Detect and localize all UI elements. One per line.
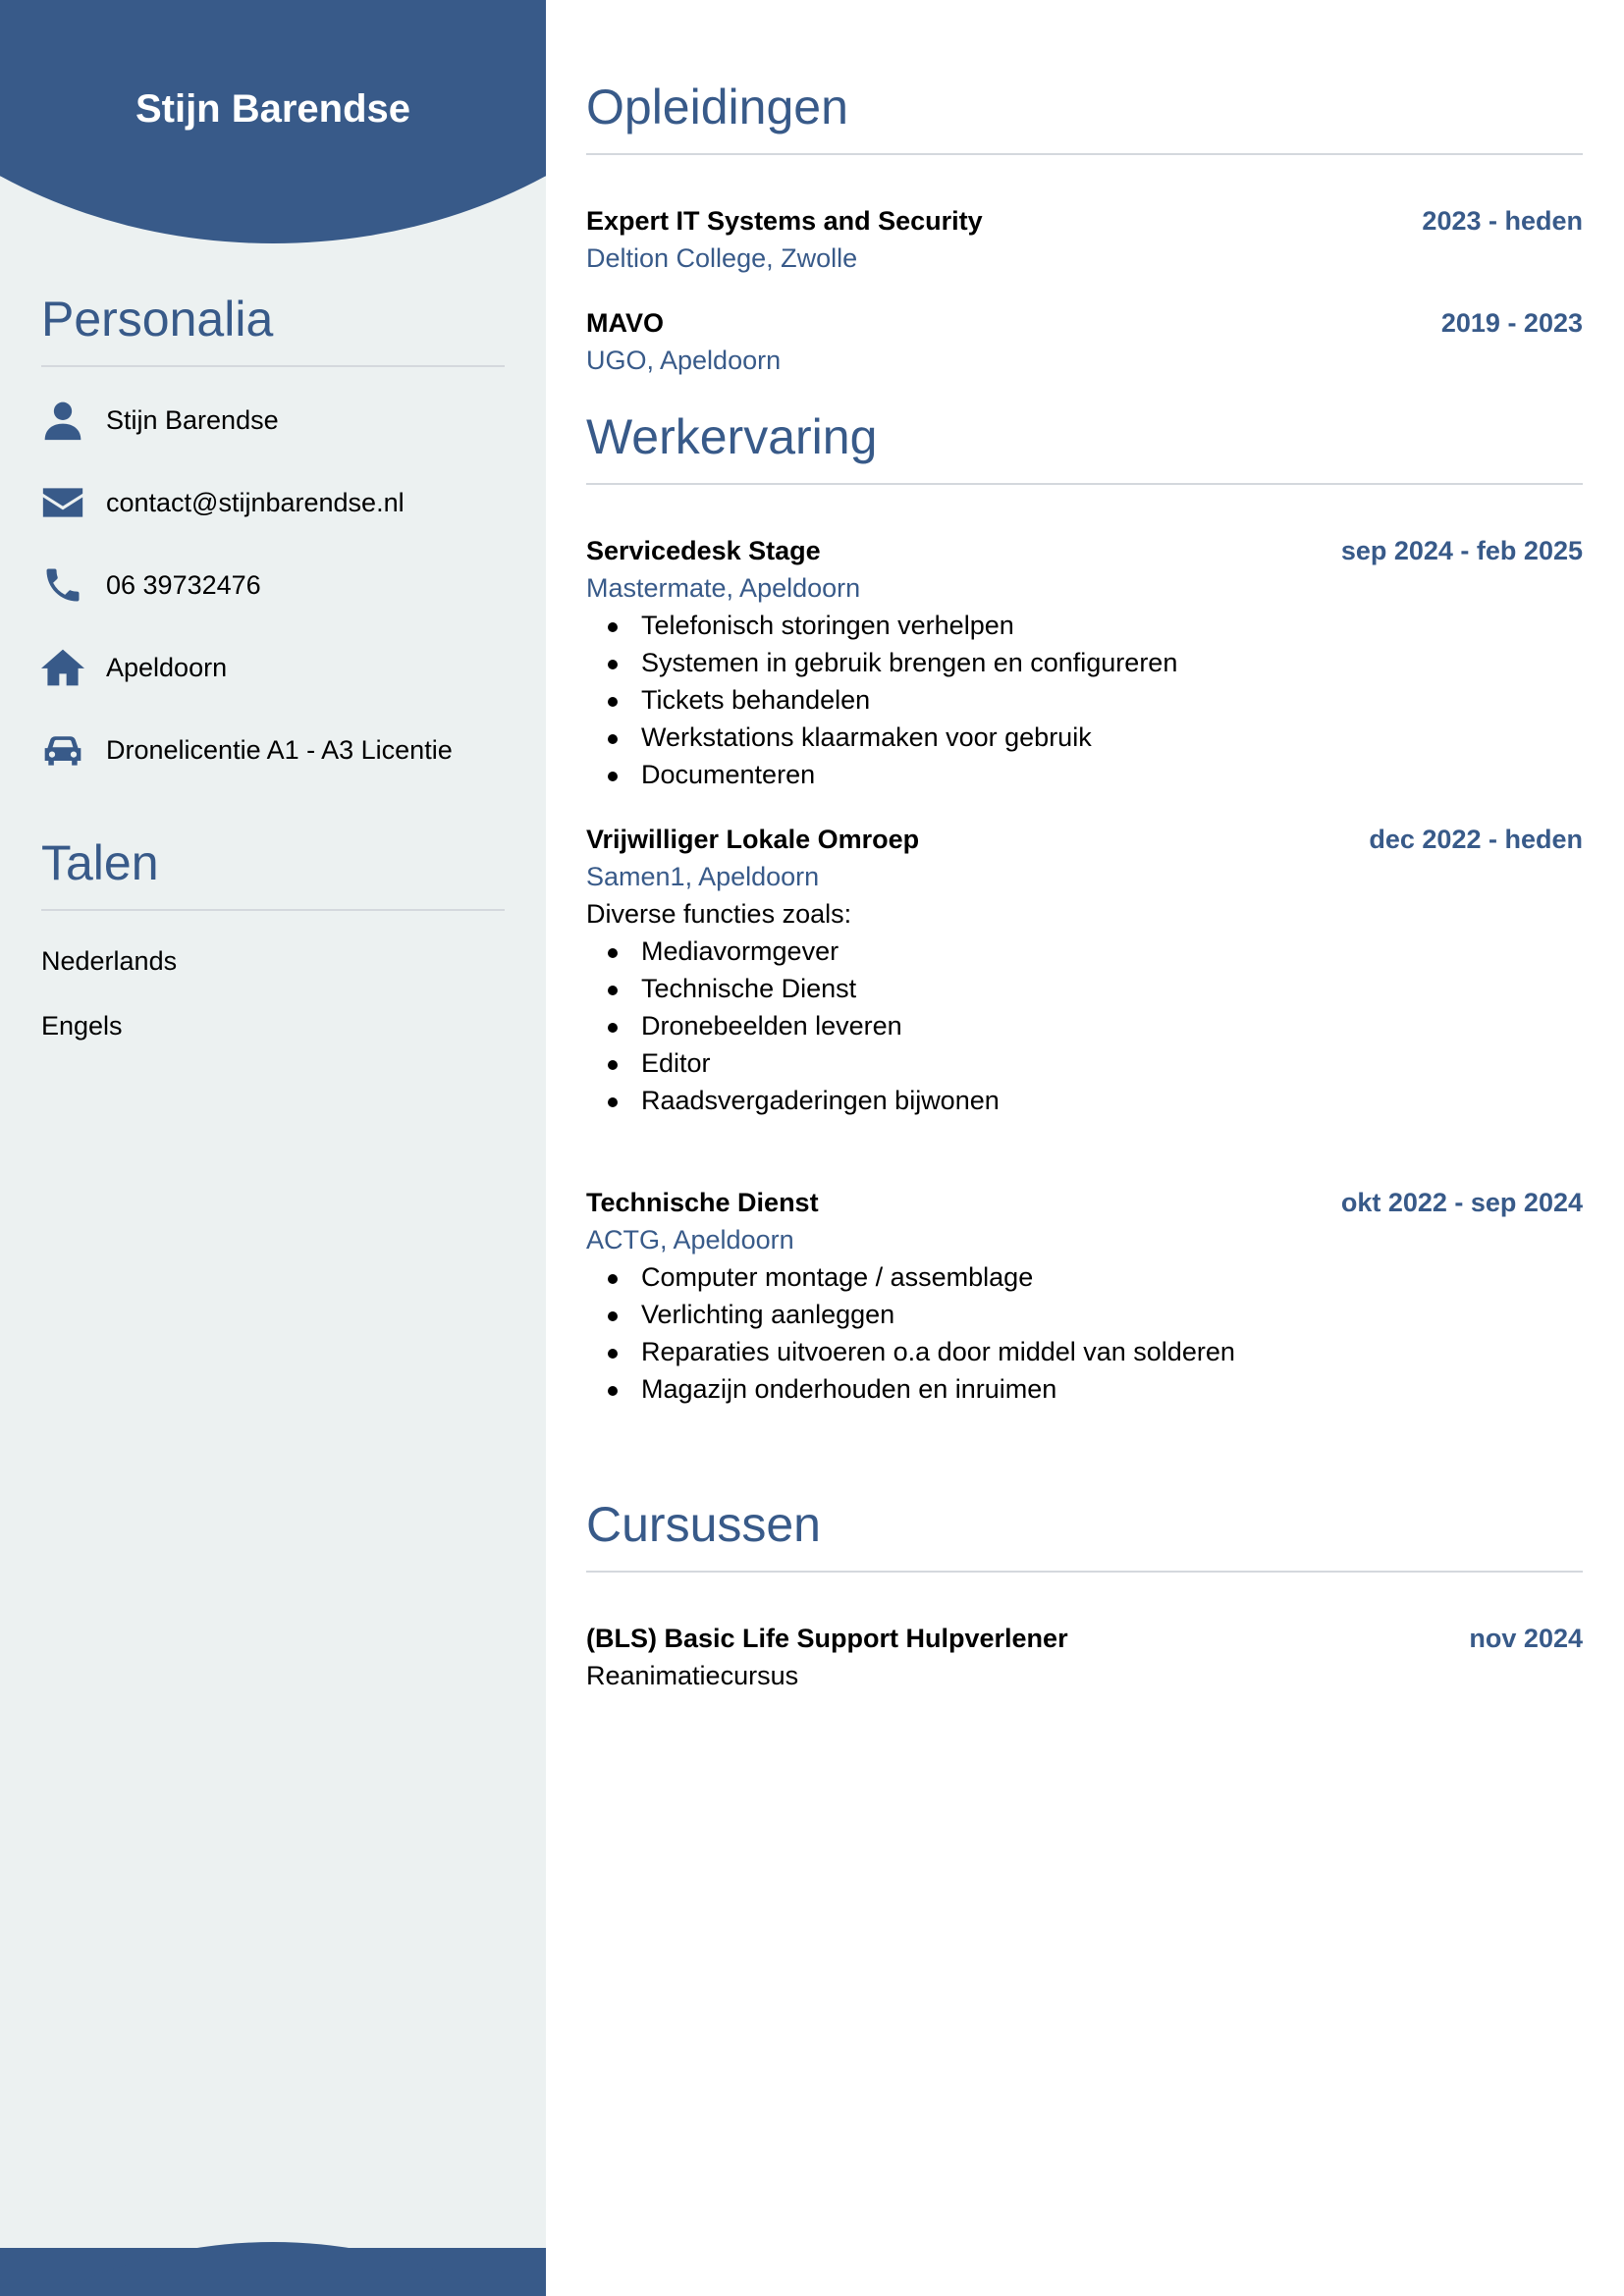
main-content — [586, 79, 1583, 1724]
entry-title: Vrijwilliger Lokale Omroep — [586, 825, 920, 854]
contact-email-text[interactable]: contact@stijnbarendse.nl — [106, 487, 405, 517]
list-item: Documenteren — [641, 756, 1583, 793]
list-item: Raadsvergaderingen bijwonen — [641, 1082, 1583, 1119]
entry-date: 2023 - heden — [1422, 206, 1583, 236]
course-entry — [586, 1620, 1583, 1694]
entry-date: dec 2022 - heden — [1369, 825, 1583, 854]
list-item: Computer montage / assemblage — [641, 1258, 1583, 1296]
language-item: Engels — [41, 1011, 123, 1041]
sidebar — [0, 0, 546, 2296]
opleidingen-section — [586, 79, 1583, 379]
contact-location — [41, 626, 505, 709]
entry-org: Samen1, Apeldoorn — [586, 862, 820, 891]
entry-title: MAVO — [586, 308, 664, 338]
work-entry — [586, 532, 1583, 793]
home-icon — [41, 646, 84, 689]
contact-license-text: Dronelicentie A1 - A3 Licentie — [106, 734, 453, 765]
werkervaring-section — [586, 408, 1583, 1408]
task-list — [586, 607, 1583, 793]
list-item: Verlichting aanleggen — [641, 1296, 1583, 1333]
talen-section — [41, 834, 505, 1058]
language-list — [41, 929, 505, 1058]
entry-date: 2019 - 2023 — [1440, 308, 1583, 338]
phone-icon — [41, 563, 84, 607]
list-item: Reparaties uitvoeren o.a door middel van solderen — [641, 1333, 1583, 1370]
list-item: Dronebeelden leveren — [641, 1007, 1583, 1044]
task-list — [586, 933, 1583, 1119]
list-item: Systemen in gebruik brengen en configureren — [641, 644, 1583, 681]
entry-title: Technische Dienst — [586, 1188, 819, 1217]
personalia-section — [41, 291, 505, 791]
language-item: Nederlands — [41, 946, 178, 976]
list-item: Werkstations klaarmaken voor gebruik — [641, 719, 1583, 756]
personalia-title: Personalia — [41, 291, 505, 367]
contact-email[interactable] — [41, 461, 505, 544]
contact-name-text: Stijn Barendse — [106, 404, 279, 435]
entry-date: nov 2024 — [1469, 1624, 1583, 1653]
talen-title: Talen — [41, 834, 505, 911]
list-item: Tickets behandelen — [641, 681, 1583, 719]
entry-title: (BLS) Basic Life Support Hulpverlener — [586, 1624, 1068, 1653]
werkervaring-title: Werkervaring — [586, 408, 1583, 485]
user-icon — [41, 399, 84, 442]
cursussen-title: Cursussen — [586, 1496, 1583, 1573]
entry-date: sep 2024 - feb 2025 — [1340, 536, 1583, 565]
entry-org: Deltion College, Zwolle — [586, 243, 858, 273]
education-entry — [586, 202, 1583, 277]
list-item: Mediavormgever — [641, 933, 1583, 970]
candidate-name: Stijn Barendse — [135, 87, 411, 131]
list-item: Magazijn onderhouden en inruimen — [641, 1370, 1583, 1408]
list-item: Editor — [641, 1044, 1583, 1082]
work-entry — [586, 1184, 1583, 1408]
entry-title: Expert IT Systems and Security — [586, 206, 983, 236]
opleidingen-title: Opleidingen — [586, 79, 1583, 155]
contact-license — [41, 709, 505, 791]
car-icon — [41, 728, 84, 772]
entry-description: Reanimatiecursus — [586, 1661, 799, 1690]
task-list — [586, 1258, 1583, 1408]
entry-org: Mastermate, Apeldoorn — [586, 573, 861, 603]
entry-org: ACTG, Apeldoorn — [586, 1225, 794, 1255]
list-item: Telefonisch storingen verhelpen — [641, 607, 1583, 644]
list-item: Technische Dienst — [641, 970, 1583, 1007]
work-entry — [586, 821, 1583, 1119]
contact-list — [41, 379, 505, 791]
education-entry — [586, 304, 1583, 379]
entry-intro: Diverse functies zoals: — [586, 899, 852, 929]
envelope-icon — [41, 481, 84, 524]
contact-phone-text[interactable]: 06 39732476 — [106, 569, 261, 600]
contact-name — [41, 379, 505, 461]
entry-org: UGO, Apeldoorn — [586, 346, 782, 375]
entry-date: okt 2022 - sep 2024 — [1340, 1188, 1583, 1217]
contact-location-text: Apeldoorn — [106, 652, 228, 682]
entry-title: Servicedesk Stage — [586, 536, 821, 565]
cursussen-section — [586, 1496, 1583, 1694]
contact-phone[interactable] — [41, 544, 505, 626]
